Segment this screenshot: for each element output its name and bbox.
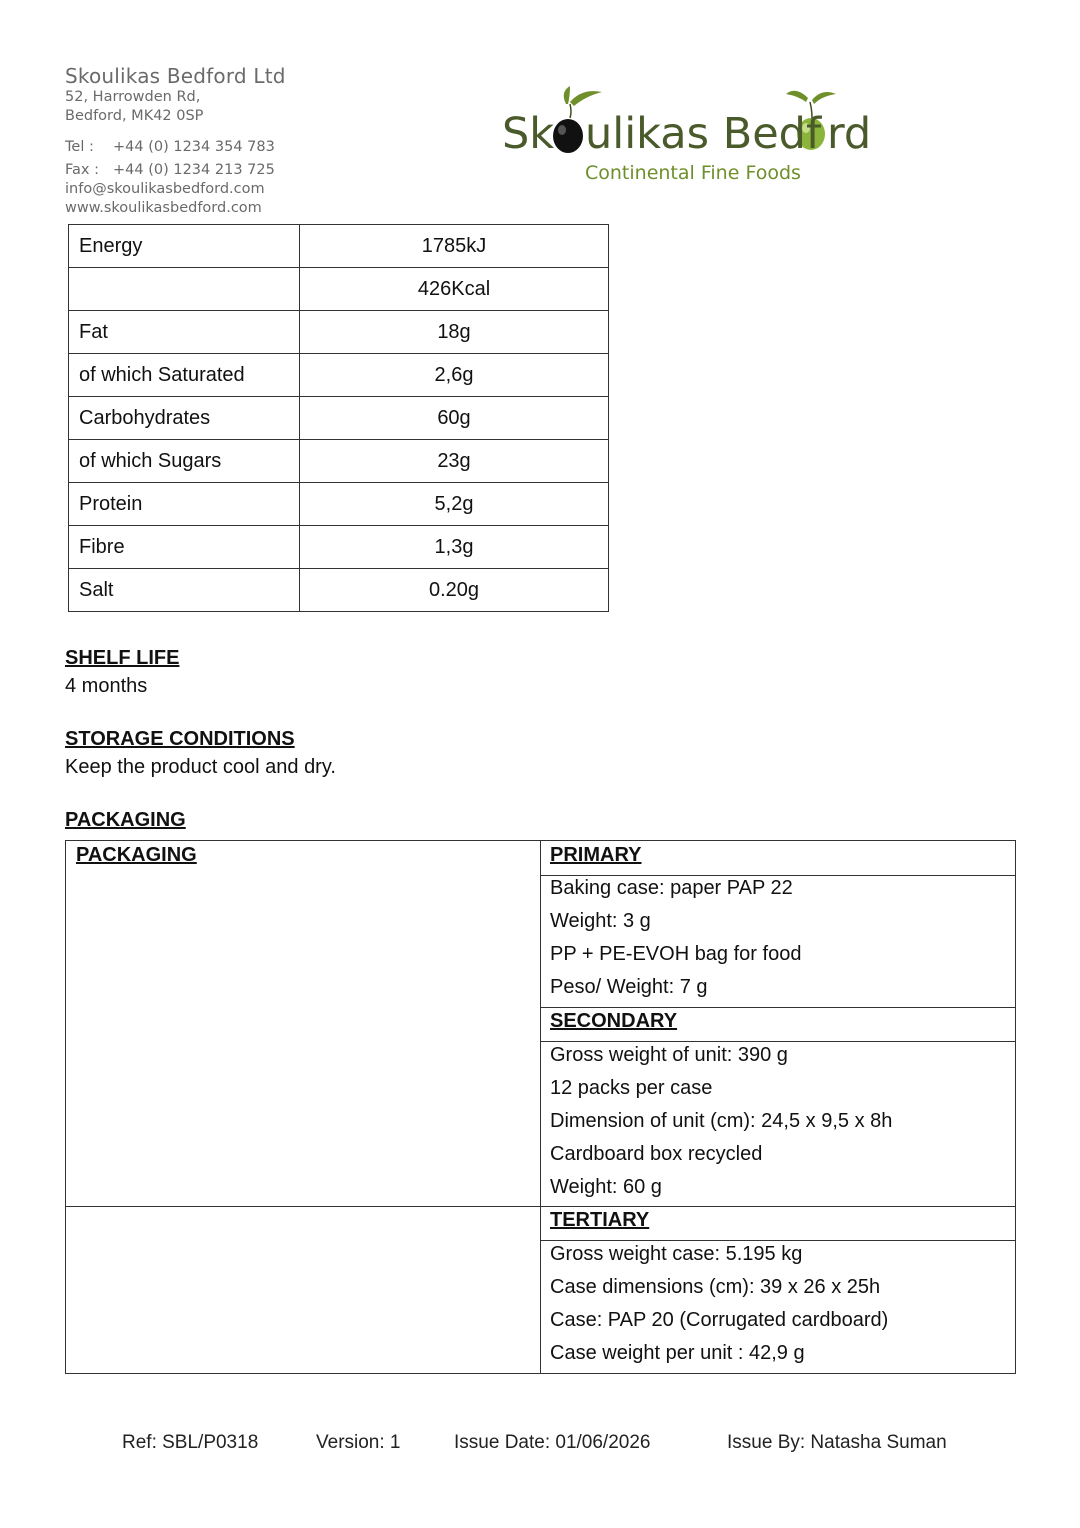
nutrient-value: 23g: [300, 440, 609, 483]
nutrient-value: 18g: [300, 311, 609, 354]
nutrient-label: of which Saturated: [69, 354, 300, 397]
svg-text:rd: rd: [827, 109, 872, 159]
nutrition-row: [69, 225, 609, 268]
secondary-line: Gross weight of unit: 390 g: [550, 1044, 788, 1066]
storage-text: Keep the product cool and dry.: [65, 756, 336, 778]
nutrition-row: [69, 440, 609, 483]
nutrition-row: [69, 268, 609, 311]
packaging-table: [65, 840, 1016, 1374]
packaging-heading: PACKAGING: [65, 809, 186, 831]
primary-heading: PRIMARY: [550, 844, 642, 866]
footer-issue-date: Issue Date: 01/06/2026: [454, 1432, 651, 1453]
fax: [65, 161, 286, 180]
footer-ref: Ref: SBL/P0318: [122, 1432, 259, 1453]
svg-text:Sk: Sk: [502, 109, 555, 159]
nutrient-value: 1,3g: [300, 526, 609, 569]
nutrition-row: [69, 354, 609, 397]
nutrition-row: [69, 397, 609, 440]
nutrient-label: [69, 268, 300, 311]
tertiary-line: Case weight per unit : 42,9 g: [550, 1342, 805, 1364]
nutrient-label: of which Sugars: [69, 440, 300, 483]
fax-label: Fax :: [65, 162, 99, 178]
nutrient-label: Protein: [69, 483, 300, 526]
row-divider: [66, 1206, 1015, 1207]
company-details: [65, 64, 286, 218]
tertiary-line: Case: PAP 20 (Corrugated cardboard): [550, 1309, 889, 1331]
primary-line: Weight: 3 g: [550, 910, 651, 932]
tertiary-line: Gross weight case: 5.195 kg: [550, 1243, 803, 1265]
footer-version: Version: 1: [316, 1432, 401, 1453]
address-line-1: 52, Harrowden Rd,: [65, 89, 201, 105]
footer-issue-by: Issue By: Natasha Suman: [727, 1432, 947, 1453]
tel-number: +44 (0) 1234 354 783: [113, 139, 275, 155]
nutrition-row: [69, 569, 609, 612]
svg-text:ulikas Bedf: ulikas Bedf: [585, 109, 822, 159]
email: info@skoulikasbedford.com: [65, 181, 265, 197]
nutrient-label: Salt: [69, 569, 300, 612]
storage-heading: STORAGE CONDITIONS: [65, 728, 295, 750]
address-line-2: Bedford, MK42 0SP: [65, 108, 204, 124]
tel-label: Tel :: [65, 139, 94, 155]
secondary-line: 12 packs per case: [550, 1077, 713, 1099]
nutrient-label: Fat: [69, 311, 300, 354]
website: www.skoulikasbedford.com: [65, 200, 262, 216]
primary-line: PP + PE-EVOH bag for food: [550, 943, 802, 965]
primary-line: Peso/ Weight: 7 g: [550, 976, 708, 998]
packaging-label: PACKAGING: [76, 844, 197, 866]
nutrition-table: [68, 224, 609, 612]
nutrient-value: 5,2g: [300, 483, 609, 526]
tertiary-heading: TERTIARY: [550, 1209, 650, 1231]
nutrient-label: Fibre: [69, 526, 300, 569]
shelf-life-text: 4 months: [65, 675, 148, 697]
row-divider: [540, 1007, 1015, 1008]
company-name: Skoulikas Bedford Ltd: [65, 64, 286, 88]
nutrient-value: 2,6g: [300, 354, 609, 397]
nutrient-value: 1785kJ: [300, 225, 609, 268]
secondary-line: Dimension of unit (cm): 24,5 x 9,5 x 8h: [550, 1110, 893, 1132]
nutrient-value: 60g: [300, 397, 609, 440]
nutrition-row: [69, 526, 609, 569]
secondary-heading: SECONDARY: [550, 1010, 678, 1032]
tertiary-line: Case dimensions (cm): 39 x 26 x 25h: [550, 1276, 881, 1298]
secondary-line: Weight: 60 g: [550, 1176, 662, 1198]
nutrition-row: [69, 483, 609, 526]
nutrient-label: Energy: [69, 225, 300, 268]
nutrition-row: [69, 311, 609, 354]
logo-tagline: Continental Fine Foods: [585, 162, 801, 184]
nutrient-value: 426Kcal: [300, 268, 609, 311]
telephone: [65, 138, 286, 157]
fax-number: +44 (0) 1234 213 725: [113, 162, 275, 178]
nutrient-value: 0.20g: [300, 569, 609, 612]
column-divider: [540, 841, 541, 1373]
nutrient-label: Carbohydrates: [69, 397, 300, 440]
company-logo: [500, 82, 890, 192]
primary-line: Baking case: paper PAP 22: [550, 877, 793, 899]
row-divider: [540, 1240, 1015, 1241]
shelf-life-heading: SHELF LIFE: [65, 647, 180, 669]
secondary-line: Cardboard box recycled: [550, 1143, 763, 1165]
row-divider: [540, 875, 1015, 876]
row-divider: [540, 1041, 1015, 1042]
